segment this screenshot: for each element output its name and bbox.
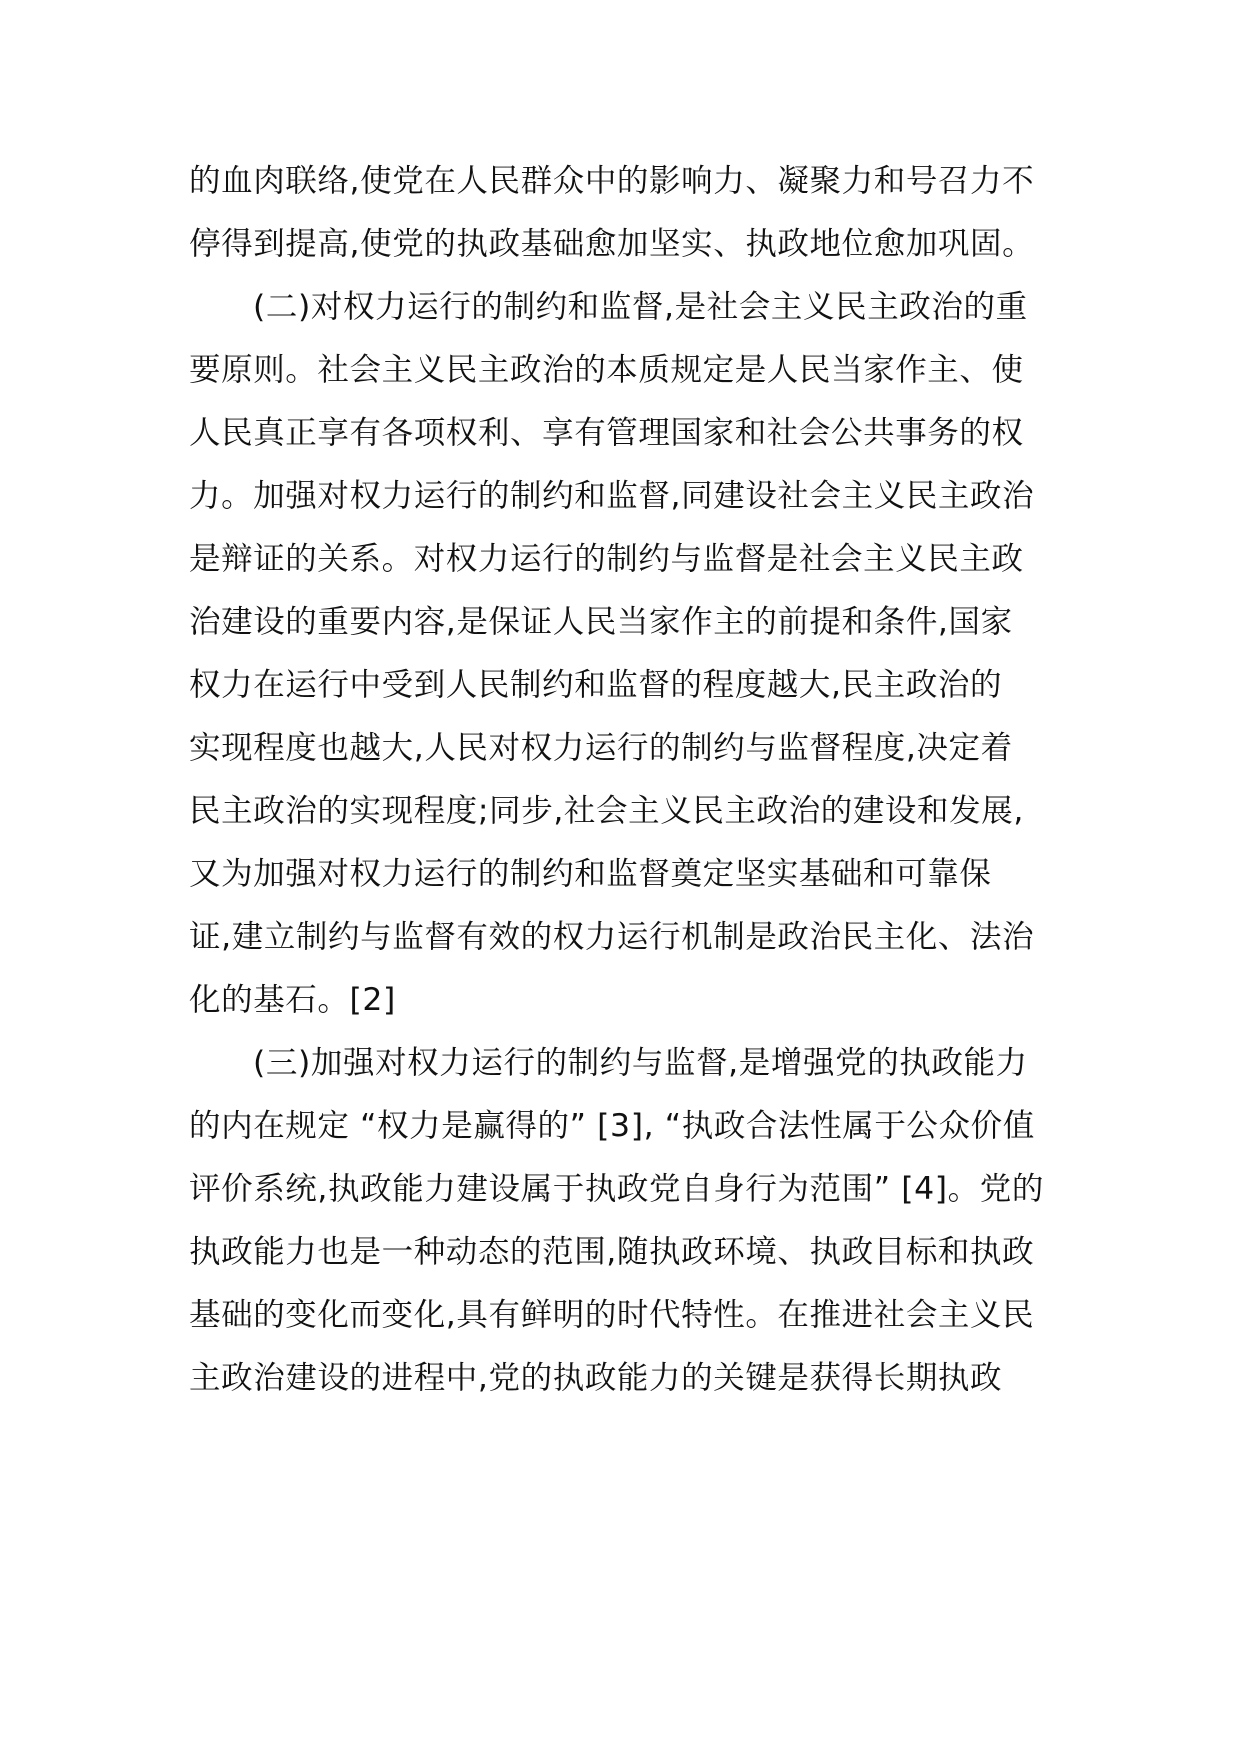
text-line: 人民真正享有各项权利、享有管理国家和社会公共事务的权 xyxy=(189,415,1024,451)
text-line: 又为加强对权力运行的制约和监督奠定坚实基础和可靠保 xyxy=(189,856,992,892)
text-line: 执政能力也是一种动态的范围,随执政环境、执政目标和执政 xyxy=(189,1234,1035,1270)
text-line: 化的基石。[2] xyxy=(189,982,396,1018)
text-line: 证,建立制约与监督有效的权力运行机制是政治民主化、法治 xyxy=(189,919,1035,955)
paragraph-start-line: (三)加强对权力运行的制约与监督,是增强党的执政能力 xyxy=(253,1045,1028,1081)
text-line: 力。加强对权力运行的制约和监督,同建设社会主义民主政治 xyxy=(189,478,1035,514)
text-line: 实现程度也越大,人民对权力运行的制约与监督程度,决定着 xyxy=(189,730,1013,766)
text-line: 是辩证的关系。对权力运行的制约与监督是社会主义民主政 xyxy=(189,541,1024,577)
text-line: 基础的变化而变化,具有鲜明的时代特性。在推进社会主义民 xyxy=(189,1297,1035,1333)
text-line: 停得到提高,使党的执政基础愈加坚实、执政地位愈加巩固。 xyxy=(189,226,1035,262)
text-line: 评价系统,执政能力建设属于执政党自身行为范围” [4]。党的 xyxy=(189,1171,1044,1207)
text-line: 权力在运行中受到人民制约和监督的程度越大,民主政治的 xyxy=(189,667,1003,703)
text-line: 的内在规定 “权力是赢得的” [3], “执政合法性属于公众价值 xyxy=(189,1108,1035,1144)
text-line: 的血肉联络,使党在人民群众中的影响力、凝聚力和号召力不 xyxy=(189,163,1035,199)
text-line: 主政治建设的进程中,党的执政能力的关键是获得长期执政 xyxy=(189,1360,1003,1396)
text-line: 治建设的重要内容,是保证人民当家作主的前提和条件,国家 xyxy=(189,604,1013,640)
paragraph-start-line: (二)对权力运行的制约和监督,是社会主义民主政治的重 xyxy=(253,289,1028,325)
text-line: 要原则。社会主义民主政治的本质规定是人民当家作主、使 xyxy=(189,352,1024,388)
text-line: 民主政治的实现程度;同步,社会主义民主政治的建设和发展, xyxy=(189,793,1024,829)
